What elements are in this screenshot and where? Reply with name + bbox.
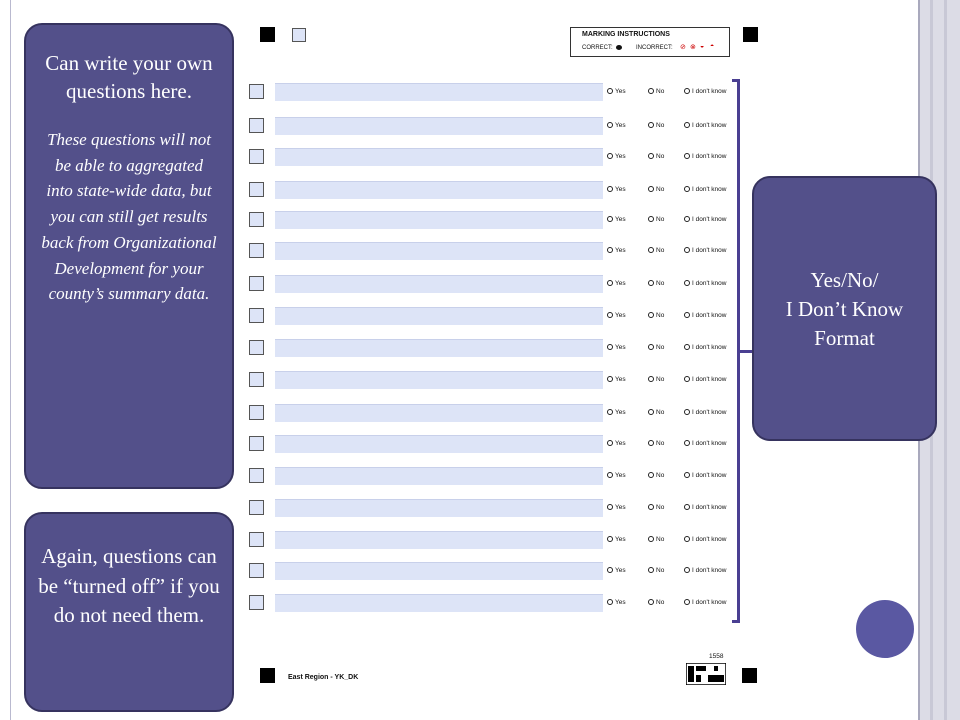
answer-option-label: No xyxy=(656,280,665,287)
radio-bubble-icon xyxy=(648,280,654,286)
radio-bubble-icon xyxy=(648,312,654,318)
answer-option-label: Yes xyxy=(615,122,626,129)
question-toggle-checkbox[interactable] xyxy=(249,500,264,515)
answer-option[interactable] xyxy=(684,279,726,288)
radio-bubble-icon xyxy=(607,122,613,128)
incorrect-mark-icon: ⊘ xyxy=(680,44,686,51)
answer-option[interactable] xyxy=(648,343,664,352)
question-toggle-checkbox[interactable] xyxy=(249,84,264,99)
question-toggle-checkbox[interactable] xyxy=(249,468,264,483)
answer-option-label: I don't know xyxy=(692,409,727,416)
answer-option[interactable] xyxy=(648,503,664,512)
answer-option[interactable] xyxy=(607,311,626,320)
radio-bubble-icon xyxy=(607,599,613,605)
answer-option[interactable] xyxy=(607,503,626,512)
question-toggle-checkbox[interactable] xyxy=(249,340,264,355)
radio-bubble-icon xyxy=(684,472,690,478)
question-toggle-checkbox[interactable] xyxy=(249,308,264,323)
question-text-field[interactable] xyxy=(275,307,603,325)
radio-bubble-icon xyxy=(607,153,613,159)
answer-option[interactable] xyxy=(648,185,664,194)
radio-bubble-icon xyxy=(684,88,690,94)
answer-option[interactable] xyxy=(684,152,726,161)
radio-bubble-icon xyxy=(607,216,613,222)
answer-option-label: Yes xyxy=(615,440,626,447)
answer-option[interactable] xyxy=(684,471,726,480)
answer-option[interactable] xyxy=(684,215,726,224)
answer-option-label: Yes xyxy=(615,409,626,416)
question-toggle-checkbox[interactable] xyxy=(249,212,264,227)
answer-option[interactable] xyxy=(684,535,726,544)
answer-option[interactable] xyxy=(684,566,726,575)
question-text-field[interactable] xyxy=(275,499,603,517)
radio-bubble-icon xyxy=(684,280,690,286)
radio-bubble-icon xyxy=(648,153,654,159)
radio-bubble-icon xyxy=(684,186,690,192)
answer-option[interactable] xyxy=(648,121,664,130)
incorrect-mark-icon: ◒ xyxy=(700,43,705,50)
answer-option[interactable] xyxy=(648,152,664,161)
radio-bubble-icon xyxy=(684,409,690,415)
turn-off-callout: Again, questions can be “turned off” if you do not need them. xyxy=(24,512,234,712)
answer-option[interactable] xyxy=(648,246,664,255)
question-toggle-checkbox[interactable] xyxy=(249,149,264,164)
answer-option[interactable] xyxy=(648,566,664,575)
answer-option[interactable] xyxy=(648,215,664,224)
answer-option-label: Yes xyxy=(615,88,626,95)
answer-option[interactable] xyxy=(648,279,664,288)
answer-option-label: I don't know xyxy=(692,599,727,606)
answer-option-label: I don't know xyxy=(692,344,727,351)
question-toggle-checkbox[interactable] xyxy=(249,405,264,420)
answer-option[interactable] xyxy=(648,598,664,607)
options-bracket xyxy=(732,79,740,623)
radio-bubble-icon xyxy=(684,312,690,318)
radio-bubble-icon xyxy=(648,409,654,415)
question-toggle-checkbox[interactable] xyxy=(249,436,264,451)
barcode-icon xyxy=(686,663,726,685)
registration-box xyxy=(292,28,306,42)
answer-option[interactable] xyxy=(607,343,626,352)
question-text-field[interactable] xyxy=(275,531,603,549)
question-toggle-checkbox[interactable] xyxy=(249,563,264,578)
correct-example: CORRECT: xyxy=(582,45,622,51)
radio-bubble-icon xyxy=(648,344,654,350)
answer-option-label: Yes xyxy=(615,504,626,511)
answer-option-label: No xyxy=(656,472,665,479)
question-text-field[interactable] xyxy=(275,181,603,199)
answer-option-label: I don't know xyxy=(692,88,727,95)
question-toggle-checkbox[interactable] xyxy=(249,182,264,197)
answer-option[interactable] xyxy=(684,439,726,448)
answer-option[interactable] xyxy=(648,311,664,320)
answer-option-label: I don't know xyxy=(692,122,727,129)
answer-option-label: I don't know xyxy=(692,153,727,160)
format-callout xyxy=(752,176,937,441)
radio-bubble-icon xyxy=(648,88,654,94)
radio-bubble-icon xyxy=(607,409,613,415)
answer-option-label: I don't know xyxy=(692,440,727,447)
answer-option-label: Yes xyxy=(615,536,626,543)
answer-option-label: No xyxy=(656,409,665,416)
custom-questions-callout xyxy=(24,23,234,489)
answer-option[interactable] xyxy=(648,408,664,417)
answer-option-label: I don't know xyxy=(692,216,727,223)
question-toggle-checkbox[interactable] xyxy=(249,118,264,133)
question-text-field[interactable] xyxy=(275,404,603,422)
radio-bubble-icon xyxy=(648,504,654,510)
radio-bubble-icon xyxy=(607,440,613,446)
answer-option[interactable] xyxy=(607,408,626,417)
question-text-field[interactable] xyxy=(275,83,603,101)
radio-bubble-icon xyxy=(607,536,613,542)
radio-bubble-icon xyxy=(607,312,613,318)
radio-bubble-icon xyxy=(684,504,690,510)
answer-option-label: I don't know xyxy=(692,247,727,254)
radio-bubble-icon xyxy=(607,186,613,192)
answer-option[interactable] xyxy=(607,471,626,480)
answer-option[interactable] xyxy=(684,598,726,607)
marking-instructions-title: MARKING INSTRUCTIONS xyxy=(582,31,670,38)
answer-option-label: No xyxy=(656,376,665,383)
radio-bubble-icon xyxy=(648,599,654,605)
radio-bubble-icon xyxy=(684,376,690,382)
radio-bubble-icon xyxy=(607,247,613,253)
answer-option-label: Yes xyxy=(615,280,626,287)
answer-option-label: Yes xyxy=(615,599,626,606)
answer-option-label: No xyxy=(656,186,665,193)
radio-bubble-icon xyxy=(684,536,690,542)
answer-option[interactable] xyxy=(684,343,726,352)
answer-option[interactable] xyxy=(684,246,726,255)
answer-option-label: Yes xyxy=(615,472,626,479)
answer-option[interactable] xyxy=(607,246,626,255)
radio-bubble-icon xyxy=(684,440,690,446)
radio-bubble-icon xyxy=(607,88,613,94)
answer-option-label: I don't know xyxy=(692,280,727,287)
answer-option-label: I don't know xyxy=(692,504,727,511)
answer-option[interactable] xyxy=(607,566,626,575)
answer-option[interactable] xyxy=(607,121,626,130)
filled-bubble-icon xyxy=(616,45,622,50)
answer-option[interactable] xyxy=(648,439,664,448)
radio-bubble-icon xyxy=(684,599,690,605)
answer-option[interactable] xyxy=(684,121,726,130)
answer-option-label: I don't know xyxy=(692,472,727,479)
answer-option-label: No xyxy=(656,504,665,511)
answer-option-label: Yes xyxy=(615,186,626,193)
radio-bubble-icon xyxy=(648,440,654,446)
answer-option[interactable] xyxy=(684,375,726,384)
question-text-field[interactable] xyxy=(275,594,603,612)
answer-option-label: I don't know xyxy=(692,376,727,383)
format-line: Yes/No/ xyxy=(810,268,879,292)
answer-option-label: Yes xyxy=(615,344,626,351)
question-text-field[interactable] xyxy=(275,211,603,229)
radio-bubble-icon xyxy=(684,344,690,350)
question-toggle-checkbox[interactable] xyxy=(249,276,264,291)
answer-option[interactable] xyxy=(607,87,626,96)
radio-bubble-icon xyxy=(648,216,654,222)
radio-bubble-icon xyxy=(684,247,690,253)
radio-bubble-icon xyxy=(684,567,690,573)
marking-instructions xyxy=(570,27,730,57)
radio-bubble-icon xyxy=(607,504,613,510)
radio-bubble-icon xyxy=(648,122,654,128)
answer-option[interactable] xyxy=(684,311,726,320)
question-toggle-checkbox[interactable] xyxy=(249,595,264,610)
radio-bubble-icon xyxy=(684,122,690,128)
answer-option-label: Yes xyxy=(615,567,626,574)
question-text-field[interactable] xyxy=(275,562,603,580)
answer-option-label: I don't know xyxy=(692,567,727,574)
answer-option[interactable] xyxy=(684,408,726,417)
answer-option[interactable] xyxy=(648,535,664,544)
format-line: Format xyxy=(814,326,875,350)
radio-bubble-icon xyxy=(607,567,613,573)
radio-bubble-icon xyxy=(648,247,654,253)
question-text-field[interactable] xyxy=(275,467,603,485)
registration-mark xyxy=(260,27,275,42)
answer-option-label: No xyxy=(656,344,665,351)
question-toggle-checkbox[interactable] xyxy=(249,243,264,258)
incorrect-mark-icon: ⊗ xyxy=(690,44,696,51)
decorative-circle xyxy=(856,600,914,658)
answer-option[interactable] xyxy=(607,598,626,607)
answer-option-label: No xyxy=(656,536,665,543)
radio-bubble-icon xyxy=(648,186,654,192)
answer-option-label: Yes xyxy=(615,247,626,254)
callout-note-text: These questions will not be able to aggregated into state-wide data, but you can still get results back from Organizational Development for your county’s summary data. xyxy=(41,130,217,304)
answer-option[interactable] xyxy=(607,279,626,288)
answer-option-label: No xyxy=(656,153,665,160)
registration-mark xyxy=(260,668,275,683)
radio-bubble-icon xyxy=(607,376,613,382)
answer-option[interactable] xyxy=(648,375,664,384)
answer-option[interactable] xyxy=(607,375,626,384)
question-text-field[interactable] xyxy=(275,435,603,453)
radio-bubble-icon xyxy=(648,536,654,542)
question-text-field[interactable] xyxy=(275,339,603,357)
radio-bubble-icon xyxy=(684,216,690,222)
answer-option[interactable] xyxy=(607,152,626,161)
answer-option[interactable] xyxy=(648,87,664,96)
radio-bubble-icon xyxy=(607,280,613,286)
question-text-field[interactable] xyxy=(275,371,603,389)
radio-bubble-icon xyxy=(648,376,654,382)
answer-option-label: No xyxy=(656,216,665,223)
answer-option[interactable] xyxy=(607,185,626,194)
question-text-field[interactable] xyxy=(275,242,603,260)
answer-option-label: I don't know xyxy=(692,536,727,543)
format-line: I Don’t Know xyxy=(785,297,904,321)
answer-option-label: Yes xyxy=(615,376,626,383)
answer-option-label: No xyxy=(656,88,665,95)
answer-option[interactable] xyxy=(684,503,726,512)
incorrect-example: INCORRECT: xyxy=(636,45,673,51)
answer-option-label: Yes xyxy=(615,216,626,223)
answer-option-label: Yes xyxy=(615,312,626,319)
answer-option-label: No xyxy=(656,122,665,129)
answer-option-label: I don't know xyxy=(692,186,727,193)
answer-option-label: No xyxy=(656,567,665,574)
answer-option[interactable] xyxy=(684,185,726,194)
form-footer-label: East Region - YK_DK xyxy=(288,674,359,681)
incorrect-mark-icon: ◓ xyxy=(710,43,715,50)
answer-option-label: I don't know xyxy=(692,312,727,319)
radio-bubble-icon xyxy=(648,472,654,478)
answer-option-label: No xyxy=(656,312,665,319)
question-toggle-checkbox[interactable] xyxy=(249,532,264,547)
question-text-field[interactable] xyxy=(275,275,603,293)
answer-option[interactable] xyxy=(648,471,664,480)
radio-bubble-icon xyxy=(607,472,613,478)
radio-bubble-icon xyxy=(607,344,613,350)
registration-mark xyxy=(742,668,757,683)
radio-bubble-icon xyxy=(684,153,690,159)
callout-main-text: Can write your own questions here. xyxy=(45,51,213,103)
answer-option[interactable] xyxy=(684,87,726,96)
question-text-field[interactable] xyxy=(275,117,603,135)
answer-option-label: No xyxy=(656,599,665,606)
answer-option[interactable] xyxy=(607,535,626,544)
answer-option-label: Yes xyxy=(615,153,626,160)
radio-bubble-icon xyxy=(648,567,654,573)
answer-option[interactable] xyxy=(607,215,626,224)
registration-mark xyxy=(743,27,758,42)
question-toggle-checkbox[interactable] xyxy=(249,372,264,387)
question-text-field[interactable] xyxy=(275,148,603,166)
answer-option-label: No xyxy=(656,247,665,254)
answer-option[interactable] xyxy=(607,439,626,448)
form-number: 1558 xyxy=(709,653,724,660)
answer-option-label: No xyxy=(656,440,665,447)
